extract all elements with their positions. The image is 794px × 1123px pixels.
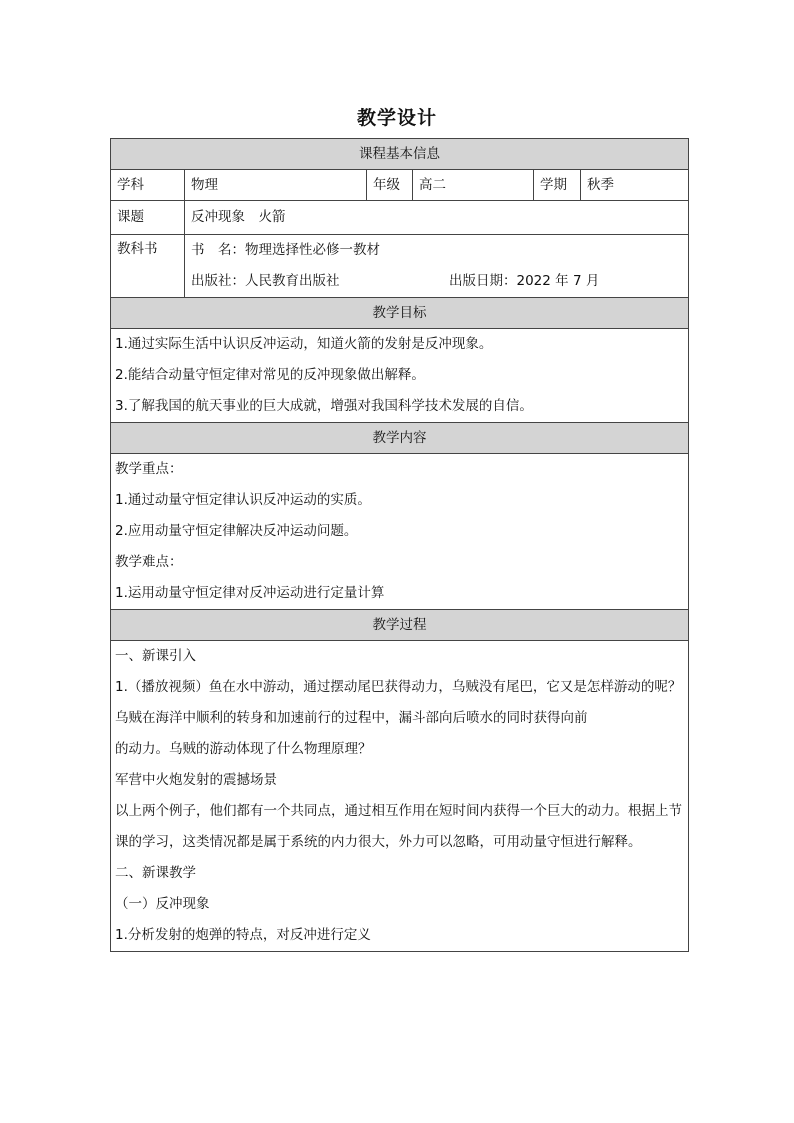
- objectives-row: [111, 329, 689, 423]
- section-header-process: [111, 610, 689, 641]
- basic-info-header: 课程基本信息: [111, 139, 689, 170]
- process-header: 教学过程: [111, 610, 689, 641]
- term-label: 学期: [534, 170, 581, 201]
- textbook-details: [185, 235, 689, 298]
- key-point-item: 2.应用动量守恒定律解决反冲运动问题。: [115, 523, 358, 539]
- term-value: 秋季: [581, 170, 689, 201]
- objective-item: 3.了解我国的航天事业的巨大成就，增强对我国科学技术发展的自信。: [115, 398, 533, 414]
- content-header: 教学内容: [111, 423, 689, 454]
- section-header-objectives: [111, 298, 689, 329]
- process-line: 的动力。乌贼的游动体现了什么物理原理？: [115, 741, 372, 757]
- grade-label: 年级: [367, 170, 413, 201]
- publish-line: [191, 266, 682, 297]
- objectives-body: [111, 329, 689, 423]
- info-row-subject: [111, 170, 689, 201]
- topic-value: 反冲现象 火箭: [185, 201, 689, 235]
- process-line: （一）反冲现象: [115, 896, 210, 912]
- key-point-item: 1.通过动量守恒定律认识反冲运动的实质。: [115, 492, 371, 508]
- grade-value: 高二: [413, 170, 534, 201]
- info-row-textbook: [111, 235, 689, 298]
- objective-item: 1.通过实际生活中认识反冲运动，知道火箭的发射是反冲现象。: [115, 336, 493, 352]
- topic-label: 课题: [111, 201, 185, 235]
- key-points-label: 教学重点：: [115, 461, 183, 477]
- content-body: [111, 454, 689, 610]
- process-row: [111, 641, 689, 952]
- process-line: 以上两个例子，他们都有一个共同点，通过相互作用在短时间内获得一个巨大的动力。根据上节课的学习，这类情况都是属于系统的内力很大，外力可以忽略，可用动量守恒进行解释。: [115, 803, 682, 850]
- book-name: 书 名：物理选择性必修一教材: [191, 242, 380, 258]
- objective-item: 2.能结合动量守恒定律对常见的反冲现象做出解释。: [115, 367, 425, 383]
- difficult-points-label: 教学难点：: [115, 554, 183, 570]
- process-line: 一、新课引入: [115, 648, 196, 664]
- lesson-plan-table: [110, 138, 689, 952]
- difficult-point-item: 1.运用动量守恒定律对反冲运动进行定量计算: [115, 585, 385, 601]
- textbook-label: 教科书: [111, 235, 185, 298]
- info-row-topic: [111, 201, 689, 235]
- process-line: 军营中火炮发射的震撼场景: [115, 772, 277, 788]
- process-line: 1.（播放视频）鱼在水中游动，通过摆动尾巴获得动力，乌贼没有尾巴，它又是怎样游动的呢？: [115, 679, 682, 695]
- process-line: 1.分析发射的炮弹的特点，对反冲进行定义: [115, 927, 371, 943]
- subject-label: 学科: [111, 170, 185, 201]
- document-title: 教学设计: [356, 107, 437, 129]
- objectives-header: 教学目标: [111, 298, 689, 329]
- process-line: 乌贼在海洋中顺利的转身和加速前行的过程中，漏斗部向后喷水的同时获得向前: [115, 710, 588, 726]
- subject-value: 物理: [185, 170, 367, 201]
- process-line: 二、新课教学: [115, 865, 196, 881]
- content-row: [111, 454, 689, 610]
- publisher: 出版社：人民教育出版社: [191, 273, 340, 289]
- process-body: [111, 641, 689, 952]
- section-header-content: [111, 423, 689, 454]
- section-header-basic-info: [111, 139, 689, 170]
- publish-date: 出版日期：2022 年 7 月: [449, 273, 600, 289]
